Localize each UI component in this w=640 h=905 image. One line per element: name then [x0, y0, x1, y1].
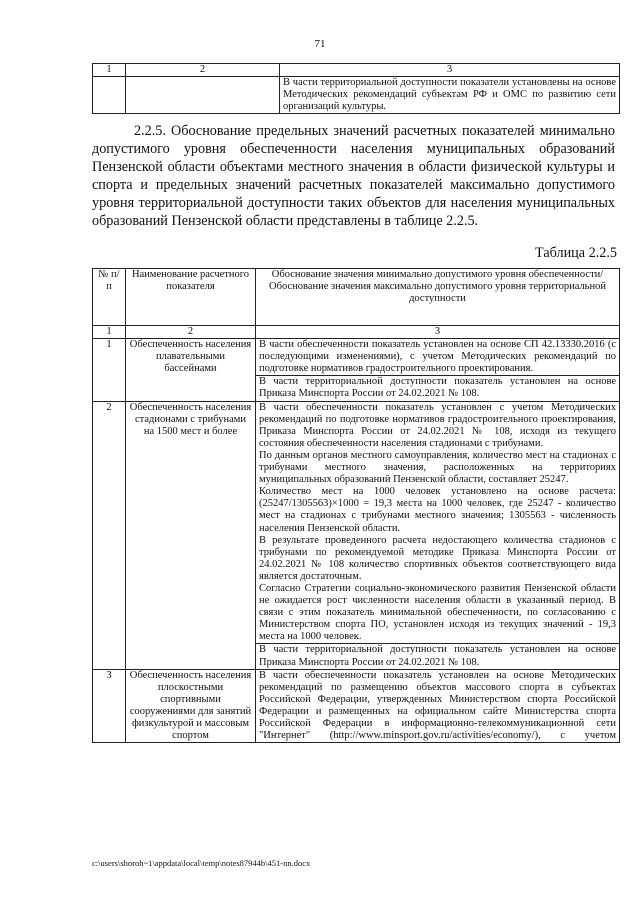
cell-text: В части территориальной доступности показатели установлены на основе Методических рекомендаций субъектам РФ и ОМС по развитию сети организаций культуры. [280, 77, 620, 114]
column-number: 2 [126, 64, 280, 77]
row-text: В части обеспеченности показатель установлен с учетом Методических рекомендаций по подготовке нормативов градостроительного проектирования, Приказа Минспорта России от 24.02.2021 № 108, исходя из текущего состояния обеспеченности населения стадионами с трибунами. [259, 401, 616, 449]
row-text: В части обеспеченности показатель установлен на основе СП 42.13330.2016 (с последующими изменениями), с учетом Методических рекомендаций по подготовке нормативов градостроительного проектирования. [256, 339, 620, 376]
table-caption: Таблица 2.2.5 [535, 245, 617, 261]
row-name: Обеспеченность населения плавательными бассейнами [126, 339, 256, 401]
row-num: 1 [93, 339, 126, 401]
column-numbers-row [93, 326, 620, 339]
section-paragraph: 2.2.5. Обоснование предельных значений расчетных показателей минимально допустимого уровня обеспеченности населения муниципальных образований Пензенской области объектами местного значения в области физической культуры и спорта и предельных значений расчетных показателей максимально допустимого уровня территориальной доступности таких объектов для населения муниципальных образований Пензенской области представлены в таблице 2.2.5. [92, 123, 615, 230]
main-table [92, 268, 620, 743]
page-number: 71 [314, 38, 326, 50]
row-text-block [256, 401, 620, 644]
column-number: 3 [280, 64, 620, 77]
header-basis-line1: Обоснование значения минимально допустимого уровня обеспеченности/ [271, 269, 604, 280]
column-numbers-row [93, 64, 620, 77]
row-text: Количество мест на 1000 человек установлено на основе расчета: (25247/1305563)×1000 = 19,3 места на 1000 человек, где 25247 - количество мест на стадионах с трибунами местного значения; 1305563 - численность населения Пензенской области. [259, 486, 616, 534]
row-text: В результате проведенного расчета недостающего количества стадионов с трибунами по рекомендуемой методике Приказа Минспорта России от 24.02.2021 № 108 количество спортивных объектов соответствующего вида является достаточным. [259, 534, 616, 582]
table-row [93, 339, 620, 376]
row-name: Обеспеченность населения стадионами с трибунами на 1500 мест и более [126, 401, 256, 669]
file-path-footer: c:\users\shoroh~1\appdata\local\temp\notes87944b\451-nn.docx [92, 858, 311, 868]
column-number: 1 [93, 64, 126, 77]
column-number: 3 [256, 326, 620, 339]
table-header-row [93, 269, 620, 326]
header-num: № п/п [93, 269, 126, 326]
continued-table [92, 63, 620, 114]
row-text: По данным органов местного самоуправления, количество мест на стадионах с трибунами местного значения, расположенных на территориях муниципальных образований Пензенской области, составляет 25247. [259, 449, 616, 486]
row-text: В части территориальной доступности показатель установлен на основе Приказа Минспорта России от 24.02.2021 № 108. [256, 376, 620, 401]
row-text: Согласно Стратегии социально-экономического развития Пензенской области не ожидается рост численности населения области в указанный период. В связи с этим показатель минимальной обеспеченности, по согласованию с Министерством спорта ПО, установлен исходя из текущих значений - 19,3 места на 1000 человек. [259, 582, 616, 643]
header-name: Наименование расчетного показателя [126, 269, 256, 326]
table-row [93, 77, 620, 114]
table-row [93, 401, 620, 644]
row-text: В части обеспеченности показатель установлен на основе Методических рекомендаций по размещению объектов массового спорта в субъектах Российской Федерации, утвержденных Министерством спорта Российской Федерации и размещенных на официальном сайте Министерства спорта Российской Федерации в информационно-телекоммуникационной сети "Интернет" (http://www.minsport.gov.ru/activities/economy/), с учетом [256, 669, 620, 743]
column-number: 2 [126, 326, 256, 339]
row-num: 3 [93, 669, 126, 743]
header-basis [256, 269, 620, 326]
column-number: 1 [93, 326, 126, 339]
empty-cell [126, 77, 280, 114]
table-row [93, 669, 620, 743]
row-name: Обеспеченность населения плоскостными спортивными сооружениями для занятий физкультурой и массовым спортом [126, 669, 256, 743]
empty-cell [93, 77, 126, 114]
row-num: 2 [93, 401, 126, 669]
header-basis-line2: Обоснование значения максимально допустимого уровня территориальной доступности [269, 281, 606, 305]
row-text: В части территориальной доступности показатель установлен на основе Приказа Минспорта России от 24.02.2021 № 108. [256, 644, 620, 669]
